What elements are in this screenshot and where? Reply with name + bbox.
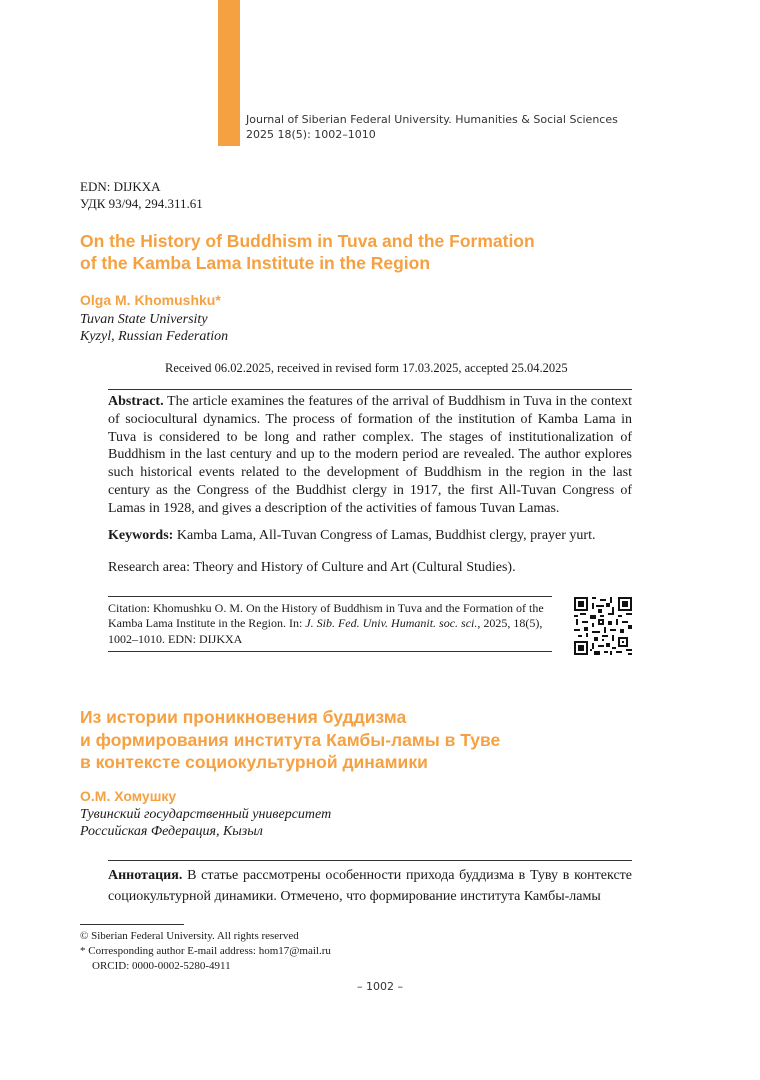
abstract-ru-label: Аннотация. [108,868,183,883]
research-area: Research area: Theory and History of Culture and Art (Cultural Studies). [108,560,516,575]
affiliation-en [80,311,228,345]
article-meta [80,178,203,212]
author-en: Olga M. Khomushku* [80,292,221,308]
abstract-en [108,393,632,518]
abstract-en-label: Abstract. [108,394,164,409]
citation-text-end: , 2025, 18(5), 1002–1010. EDN: DIJKXA [108,616,543,646]
journal-header [246,112,618,142]
journal-issue: 2025 18(5): 1002–1010 [246,128,376,141]
page-number: – 1002 – [357,980,403,993]
orange-accent-bar [218,0,240,146]
keywords-en-label: Keywords: [108,528,174,543]
citation-bottom-rule [108,651,552,652]
affiliation-ru-university: Тувинский государственный университет [80,807,332,822]
affiliation-ru [80,806,331,840]
title-ru-line3: в контексте социокультурной динамики [80,752,428,772]
article-title-en [80,230,640,274]
qr-code-icon [574,597,632,655]
received-dates: Received 06.02.2025, received in revised form 17.03.2025, accepted 25.04.2025 [165,361,568,375]
affiliation-ru-location: Российская Федерация, Кызыл [80,824,263,839]
abstract-ru-text: В статье рассмотрены особенности прихода буддизма в Туву в контексте социокультурной динамики. Отмечено, что формирование института Камбы-ламы [108,868,632,904]
citation-text-start: Citation: Khomushku O. M. On the History of Buddhism in Tuva and the Formation of the Kamba Lama Institute in the Region. In: [108,601,544,631]
citation-top-rule [108,596,552,597]
keywords-en-text: Kamba Lama, All-Tuvan Congress of Lamas, Buddhist clergy, prayer yurt. [173,528,596,543]
udk-code: УДК 93/94, 294.311.61 [80,196,203,211]
author-ru: О.М. Хомушку [80,788,177,804]
journal-name: Journal of Siberian Federal University. Humanities & Social Sciences [246,113,618,126]
footnotes [80,929,331,974]
footnote-corresponding: * Corresponding author E-mail address: hom17@mail.ru [80,945,331,957]
affiliation-en-location: Kyzyl, Russian Federation [80,329,229,344]
citation [108,601,554,647]
title-en-line2: of the Kamba Lama Institute in the Region [80,253,431,273]
abstract-top-rule [108,389,632,390]
title-en-line1: On the History of Buddhism in Tuva and the Formation [80,231,535,251]
affiliation-en-university: Tuvan State University [80,312,208,327]
footnote-copyright: © Siberian Federal University. All rights reserved [80,930,299,942]
abstract-en-text: The article examines the features of the arrival of Buddhism in Tuva in the context of sociocultural dynamics. The process of formation of the institution of Kamba Lama in Tuva is considered to be long and rather complex. The stages of institutionalization of Buddhism in the last century and up to the modern period are revealed. The author explores such historical events related to the development of Buddhism in the region in the last century as the Congress of the Buddhist clergy in 1917, the first All-Tuvan Congress of Lamas in 1928, and gives a description of the activities of famous Tuvan Lamas. [108,394,632,516]
abstract-ru-top-rule [108,860,632,861]
article-title-ru [80,706,640,774]
footnote-orcid: ORCID: 0000-0002-5280-4911 [92,960,231,972]
citation-journal: J. Sib. Fed. Univ. Humanit. soc. sci. [305,616,478,631]
title-ru-line1: Из истории проникновения буддизма [80,707,407,727]
keywords-en [108,527,632,545]
title-ru-line2: и формирования института Камбы-ламы в Туве [80,729,501,750]
abstract-ru [108,865,632,907]
edn-code: EDN: DIJKXA [80,179,161,194]
footnote-rule [80,924,184,925]
